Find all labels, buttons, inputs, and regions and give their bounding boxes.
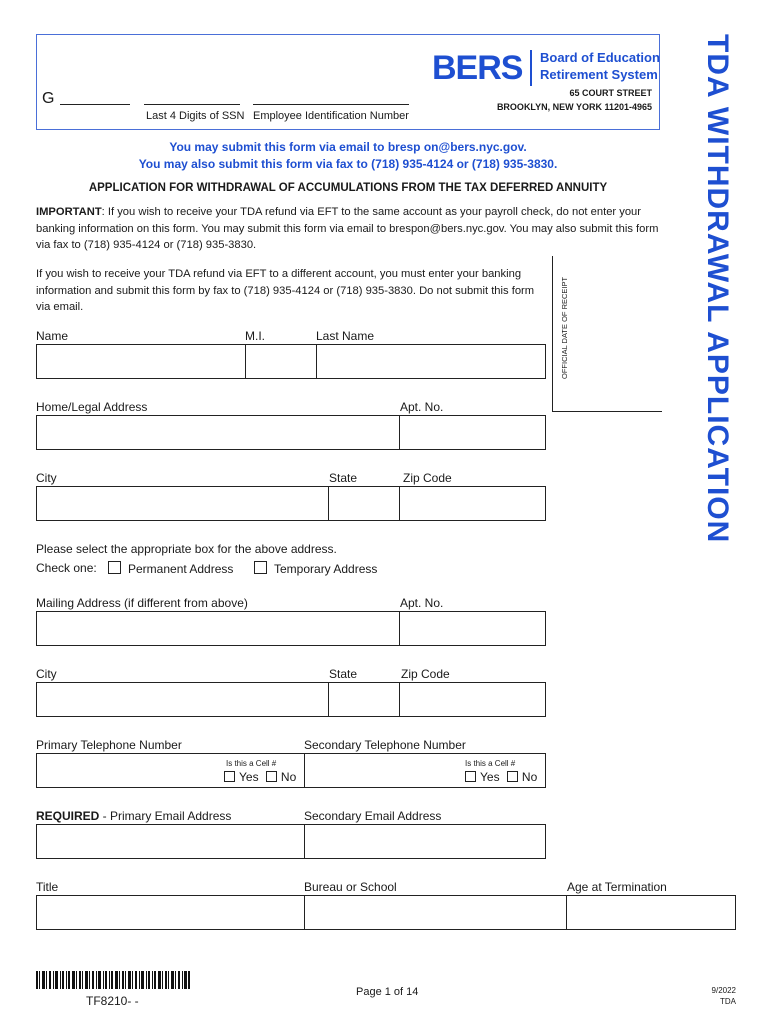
secondary-cell-yes-checkbox[interactable] — [465, 771, 476, 782]
address-select-text: Please select the appropriate box for the above address. — [36, 542, 337, 556]
important-paragraph — [36, 204, 664, 254]
name-label: Name — [36, 329, 69, 343]
org-name-line1: Board of Education — [540, 50, 660, 65]
mi-input[interactable] — [245, 344, 317, 379]
mailing-apt-label: Apt. No. — [400, 596, 444, 610]
ssn-label: Last 4 Digits of SSN — [146, 110, 245, 122]
bureau-input[interactable] — [304, 895, 567, 930]
footer-code: TDA — [720, 997, 736, 1006]
different-account-paragraph: If you wish to receive your TDA refund via EFT to a different account, you must enter your banking information and submit this form by fax to (718) 935-4124 or (718) 935-3830. Do not submit this form via email. — [36, 268, 535, 313]
mailing-zip-label: Zip Code — [401, 667, 450, 681]
home-apt-input[interactable] — [399, 415, 546, 450]
permanent-address-option[interactable] — [108, 561, 233, 576]
secondary-cell-yes-label: Yes — [480, 770, 500, 784]
org-name-line2: Retirement System — [540, 67, 658, 82]
secondary-cell-no-checkbox[interactable] — [507, 771, 518, 782]
secondary-email-input[interactable] — [304, 824, 546, 859]
logo-divider — [530, 50, 532, 86]
employee-id-label: Employee Identification Number — [253, 110, 409, 122]
submit-email-line: You may submit this form via email to bresp on@bers.nyc.gov. — [169, 140, 527, 154]
temporary-address-label: Temporary Address — [274, 562, 378, 576]
primary-phone-label: Primary Telephone Number — [36, 738, 182, 752]
last-name-input[interactable] — [316, 344, 546, 379]
mailing-zip-input[interactable] — [399, 682, 546, 717]
g-number-line — [60, 104, 130, 105]
permanent-address-label: Permanent Address — [128, 562, 234, 576]
permanent-address-checkbox[interactable] — [108, 561, 121, 574]
important-text: : If you wish to receive your TDA refund via EFT to the same account as your payroll check, do not enter your banking information on this form. You may submit this form via email to brespon@bers.nyc.gov. You may also submit this form via fax to (718) 935-4124 or (718) 935-3830. — [36, 206, 659, 251]
address-line2: BROOKLYN, NEW YORK 11201-4965 — [496, 102, 652, 112]
primary-cell-options — [224, 770, 296, 784]
primary-cell-no-label: No — [280, 770, 297, 784]
bers-logo: BERS — [432, 49, 523, 87]
primary-is-cell-label: Is this a Cell # — [226, 759, 277, 768]
employee-id-line — [253, 104, 409, 105]
mailing-city-label: City — [36, 667, 57, 681]
home-address-label: Home/Legal Address — [36, 400, 148, 414]
check-one-label: Check one: — [36, 561, 97, 575]
temporary-address-checkbox[interactable] — [254, 561, 267, 574]
required-label: REQUIRED — [36, 809, 100, 823]
mi-label: M.I. — [245, 329, 265, 343]
last-name-label: Last Name — [316, 329, 375, 343]
vertical-title-text: TDA WITHDRAWAL APPLICATION — [701, 34, 734, 544]
primary-email-label — [36, 809, 231, 823]
form-code: TF8210- - — [86, 994, 139, 1008]
mailing-city-input[interactable] — [36, 682, 329, 717]
primary-cell-no-checkbox[interactable] — [266, 771, 277, 782]
secondary-is-cell-label: Is this a Cell # — [465, 759, 516, 768]
home-city-label: City — [36, 471, 57, 485]
footer-date: 9/2022 — [711, 986, 736, 995]
home-state-input[interactable] — [328, 486, 400, 521]
mailing-address-input[interactable] — [36, 611, 400, 646]
home-zip-label: Zip Code — [403, 471, 452, 485]
title-input[interactable] — [36, 895, 305, 930]
mailing-address-label: Mailing Address (if different from above) — [36, 596, 248, 610]
page-number: Page 1 of 14 — [356, 986, 419, 998]
primary-email-text: - Primary Email Address — [99, 809, 232, 823]
bureau-label: Bureau or School — [304, 880, 397, 894]
submit-fax-line: You may also submit this form via fax to (718) 935-4124 or (718) 935-3830. — [138, 157, 558, 171]
ssn-line — [144, 104, 240, 105]
age-input[interactable] — [566, 895, 736, 930]
temporary-address-option[interactable] — [254, 561, 377, 576]
mailing-state-input[interactable] — [328, 682, 400, 717]
address-line1: 65 COURT STREET — [569, 88, 652, 98]
home-city-input[interactable] — [36, 486, 329, 521]
receipt-label: OFFICIAL DATE OF RECEIPT — [560, 276, 569, 379]
important-label: IMPORTANT — [36, 206, 102, 218]
home-state-label: State — [329, 471, 358, 485]
home-zip-input[interactable] — [399, 486, 546, 521]
barcode-image — [36, 971, 190, 989]
primary-cell-yes-checkbox[interactable] — [224, 771, 235, 782]
mailing-state-label: State — [329, 667, 358, 681]
age-label: Age at Termination — [567, 880, 667, 894]
secondary-phone-label: Secondary Telephone Number — [304, 738, 466, 752]
home-apt-label: Apt. No. — [400, 400, 444, 414]
secondary-cell-no-label: No — [521, 770, 538, 784]
secondary-cell-options — [465, 770, 537, 784]
primary-cell-yes-label: Yes — [239, 770, 259, 784]
primary-email-input[interactable] — [36, 824, 305, 859]
mailing-apt-input[interactable] — [399, 611, 546, 646]
title-label: Title — [36, 880, 59, 894]
secondary-email-label: Secondary Email Address — [304, 809, 442, 823]
home-address-input[interactable] — [36, 415, 400, 450]
form-title: APPLICATION FOR WITHDRAWAL OF ACCUMULATIONS FROM THE TAX DEFERRED ANNUITY — [88, 182, 608, 194]
g-prefix: G — [42, 90, 55, 107]
name-input[interactable] — [36, 344, 246, 379]
